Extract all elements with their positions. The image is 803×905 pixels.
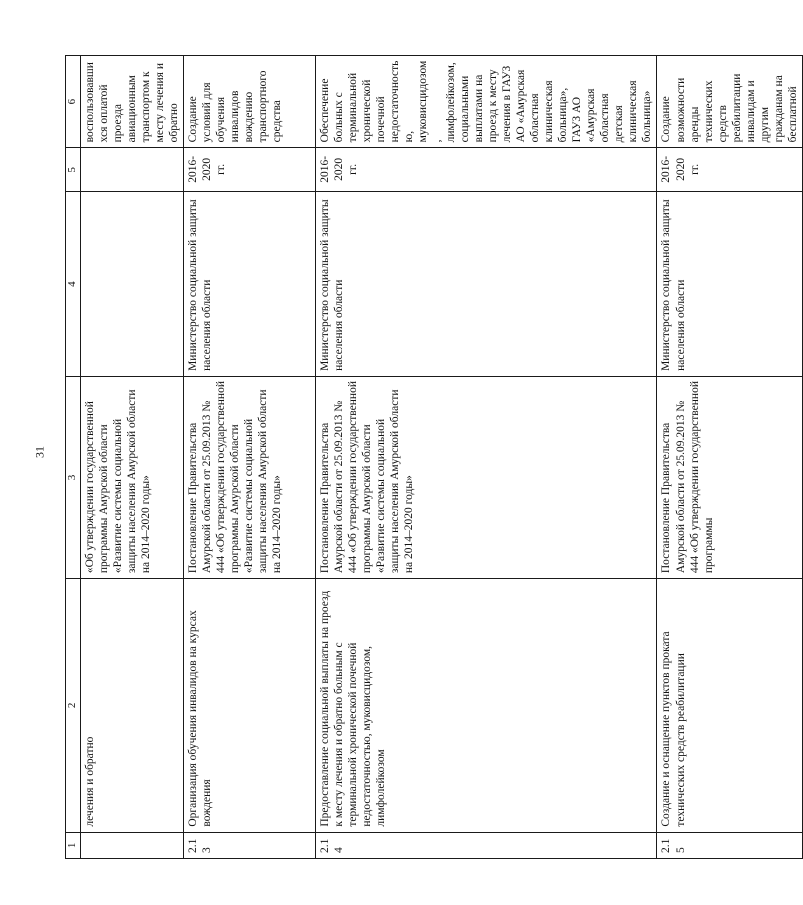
executor-cell: Министерство социальной защиты населения области [184,192,316,377]
executor-cell [81,192,184,377]
document-cell: Постановление Правительства Амурской области от 25.09.2013 № 444 «Об утверждении государственной программы Амурской области «Развитие системы социальной защиты населения Амурской области на 2014–2020 годы» [184,376,316,578]
page-number: 31 [32,446,47,458]
table-row [81,56,184,859]
document-cell: Постановление Правительства Амурской области от 25.09.2013 № 444 «Об утверждении государственной программы Амурской области «Развитие системы социальной защиты населения Амурской области на 2014–2020 годы» [316,376,657,578]
executor-cell: Министерство социальной защиты населения области [657,192,802,377]
header-col-3: 3 [66,376,81,578]
measures-table [65,55,803,859]
header-col-2: 2 [66,579,81,833]
header-row [66,56,81,859]
executor-cell: Министерство социальной защиты населения области [316,192,657,377]
period-cell: 2016-2020 гг. [657,148,802,192]
table-row [657,56,802,859]
period-cell [81,148,184,192]
measure-cell: Создание и оснащение пунктов проката технических средств реабилитации [657,579,802,833]
measure-cell: Организация обучения инвалидов на курсах вождения [184,579,316,833]
measure-cell: лечения и обратно [81,579,184,833]
document-cell: Постановление Правительства Амурской области от 25.09.2013 № 444 «Об утверждении государственной программы [657,376,802,578]
result-cell: Создание условий для обучения инвалидов вождению транспортного средства [184,56,316,148]
table-row [316,56,657,859]
result-cell: воспользовавшихся оплатой проезда авиационным транспортом к месту лечения и обратно [81,56,184,148]
header-col-5: 5 [66,148,81,192]
row-number: 2.15 [657,832,802,858]
result-cell: Обеспечение больных с терминальной хронической почечной недостаточностью, муковисцидозом, лимфолейкозом, социальными выплатами на проезд к месту лечения в ГАУЗ АО «Амурская областная клиническая больница», ГАУЗ АО «Амурская областная детская клиническая больница» [316,56,657,148]
measures-table-wrapper [65,55,799,859]
header-col-4: 4 [66,192,81,377]
period-cell: 2016-2020 гг. [184,148,316,192]
row-number: 2.14 [316,832,657,858]
result-cell: Создание возможности аренды технических средств реабилитации инвалидам и другим гражданам на бесплатной [657,56,802,148]
table-row [184,56,316,859]
row-number: 2.13 [184,832,316,858]
period-cell: 2016-2020 гг. [316,148,657,192]
header-col-6: 6 [66,56,81,148]
header-col-1: 1 [66,832,81,858]
row-number [81,832,184,858]
document-cell: «Об утверждении государственной программы Амурской области «Развитие системы социальной защиты населения Амурской области на 2014–2020 годы» [81,376,184,578]
measure-cell: Предоставление социальной выплаты на проезд к месту лечения и обратно больным с терминальной хронической почечной недостаточностью, муковисцидозом, лимфолейкозом [316,579,657,833]
